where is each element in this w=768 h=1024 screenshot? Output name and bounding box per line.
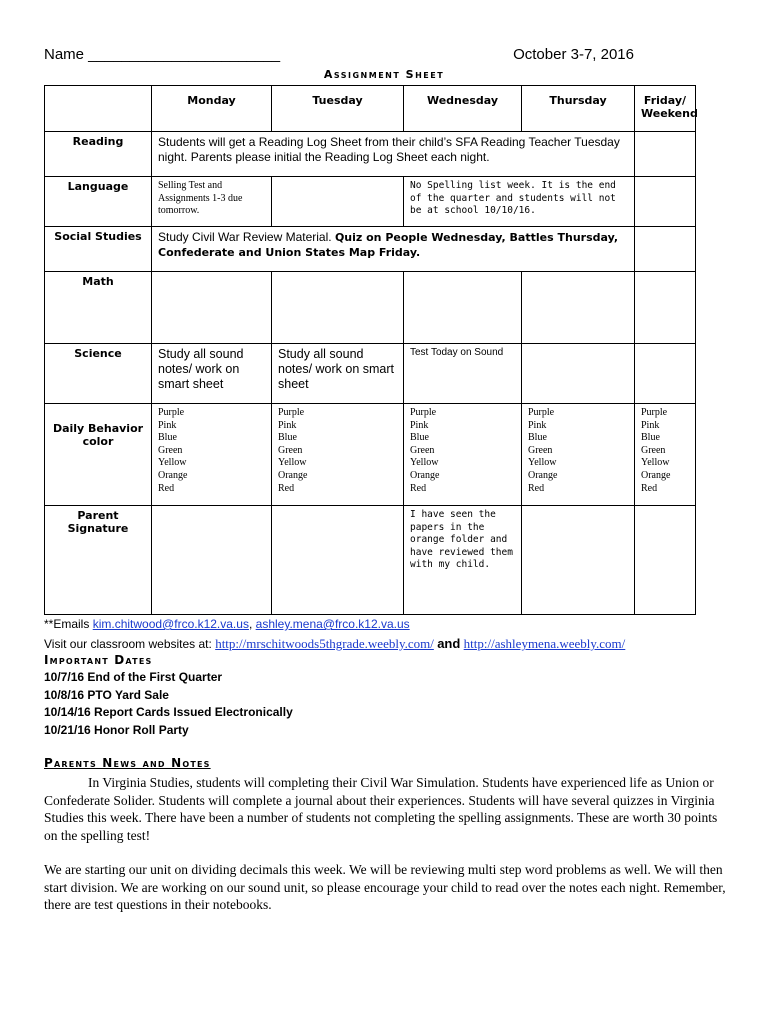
science-thursday bbox=[522, 344, 635, 404]
subject-language: Language bbox=[45, 177, 152, 227]
color-green: Green bbox=[528, 444, 553, 456]
website-link-chitwood[interactable]: http://mrschitwoods5thgrade.weebly.com/ bbox=[215, 636, 434, 651]
math-wednesday bbox=[404, 272, 522, 344]
news-paragraph-civil-war: In Virginia Studies, students will completing their Civil War Simulation. Students have experienced life as Union or Confederate Solider. Students will complete a journal about their experiences. Students will have several quizzes in Virginia Studies this week. There have been a number of students not completing the spelling assignments. These are worth 30 points on the spelling test! bbox=[44, 775, 718, 843]
color-pink: Pink bbox=[278, 419, 297, 431]
behavior-row bbox=[45, 404, 696, 506]
language-friday bbox=[635, 177, 696, 227]
color-orange: Orange bbox=[528, 469, 558, 481]
websites-prefix: Visit our classroom websites at: bbox=[44, 637, 212, 651]
email-link-chitwood[interactable]: kim.chitwood@frco.k12.va.us bbox=[92, 617, 249, 631]
subject-math: Math bbox=[45, 272, 152, 344]
color-red: Red bbox=[158, 482, 175, 494]
color-pink: Pink bbox=[158, 419, 177, 431]
header bbox=[44, 46, 634, 66]
behavior-colors-monday bbox=[152, 404, 272, 506]
color-yellow: Yellow bbox=[410, 457, 439, 469]
subject-signature: Parent Signature bbox=[45, 506, 152, 615]
color-purple: Purple bbox=[528, 407, 555, 418]
day-header-thursday: Thursday bbox=[522, 86, 635, 132]
color-pink: Pink bbox=[641, 419, 660, 431]
social-studies-quizzes: Quiz on People Wednesday, Battles Thursday, Confederate and Union States Map Friday. bbox=[158, 231, 619, 259]
news-body bbox=[44, 774, 734, 914]
important-dates-heading: Important Dates bbox=[44, 653, 153, 667]
day-header-monday: Monday bbox=[152, 86, 272, 132]
signature-tuesday[interactable] bbox=[272, 506, 404, 615]
color-yellow: Yellow bbox=[641, 457, 670, 469]
behavior-colors-friday bbox=[635, 404, 696, 506]
important-dates-list bbox=[44, 669, 293, 739]
subject-behavior: Daily Behavior color bbox=[45, 404, 152, 506]
color-purple: Purple bbox=[410, 407, 437, 418]
behavior-colors-thursday bbox=[522, 404, 635, 506]
signature-wednesday[interactable]: I have seen the papers in the orange folder and have reviewed them with my child. bbox=[404, 506, 522, 615]
color-blue: Blue bbox=[158, 432, 177, 444]
news-paragraph-decimals: We are starting our unit on dividing decimals this week. We will be reviewing multi step word problems as well. We will then start division. We are working on our sound unit, so please encourage your child to read over the notes each night. Remember, there are test questions in their notebooks. bbox=[44, 862, 726, 912]
color-red: Red bbox=[641, 482, 658, 494]
color-green: Green bbox=[158, 444, 183, 456]
color-orange: Orange bbox=[278, 469, 308, 481]
emails-line bbox=[44, 617, 410, 631]
color-orange: Orange bbox=[410, 469, 440, 481]
language-wednesday: No Spelling list week. It is the end of the quarter and students will not be at school 10/10/16. bbox=[404, 177, 635, 227]
social-studies-friday bbox=[635, 227, 696, 272]
signature-row bbox=[45, 506, 696, 615]
website-link-mena[interactable]: http://ashleymena.weebly.com/ bbox=[463, 636, 626, 651]
date-item: 10/8/16 PTO Yard Sale bbox=[44, 687, 169, 702]
email-separator: , bbox=[248, 617, 253, 631]
color-pink: Pink bbox=[528, 419, 547, 431]
social-studies-row bbox=[45, 227, 696, 272]
science-row bbox=[45, 344, 696, 404]
color-blue: Blue bbox=[528, 432, 547, 444]
social-studies-text bbox=[152, 227, 635, 272]
language-monday: Selling Test and Assignments 1-3 due tomorrow. bbox=[152, 177, 272, 227]
social-studies-plain: Study Civil War Review Material. bbox=[158, 230, 335, 244]
science-monday: Study all sound notes/ work on smart sheet bbox=[152, 344, 272, 404]
date-item: 10/7/16 End of the First Quarter bbox=[44, 670, 223, 684]
math-monday bbox=[152, 272, 272, 344]
name-field-label: Name _______________________ bbox=[44, 46, 281, 63]
page-title: Assignment Sheet bbox=[323, 68, 445, 81]
signature-friday[interactable] bbox=[635, 506, 696, 615]
assignment-table bbox=[44, 85, 696, 615]
subject-science: Science bbox=[45, 344, 152, 404]
color-purple: Purple bbox=[278, 407, 305, 418]
science-tuesday: Study all sound notes/ work on smart sheet bbox=[272, 344, 404, 404]
math-row bbox=[45, 272, 696, 344]
color-blue: Blue bbox=[641, 432, 660, 444]
and-text: and bbox=[437, 636, 461, 651]
reading-text: Students will get a Reading Log Sheet from their child’s SFA Reading Teacher Tuesday night. Parents please initial the Reading Log Sheet each night. bbox=[152, 132, 635, 177]
signature-monday[interactable] bbox=[152, 506, 272, 615]
color-pink: Pink bbox=[410, 419, 429, 431]
websites-line bbox=[44, 636, 625, 652]
news-heading: Parents News and Notes bbox=[44, 756, 211, 770]
language-row bbox=[45, 177, 696, 227]
science-wednesday: Test Today on Sound bbox=[404, 344, 522, 404]
math-friday bbox=[635, 272, 696, 344]
color-red: Red bbox=[528, 482, 545, 494]
color-blue: Blue bbox=[410, 432, 429, 444]
color-yellow: Yellow bbox=[278, 457, 307, 469]
color-orange: Orange bbox=[641, 469, 671, 481]
math-thursday bbox=[522, 272, 635, 344]
behavior-colors-tuesday bbox=[272, 404, 404, 506]
email-link-mena[interactable]: ashley.mena@frco.k12.va.us bbox=[255, 617, 410, 631]
color-yellow: Yellow bbox=[158, 457, 187, 469]
color-green: Green bbox=[278, 444, 303, 456]
science-friday bbox=[635, 344, 696, 404]
signature-thursday[interactable] bbox=[522, 506, 635, 615]
week-date: October 3-7, 2016 bbox=[513, 46, 634, 63]
color-purple: Purple bbox=[158, 407, 185, 418]
color-orange: Orange bbox=[158, 469, 188, 481]
color-yellow: Yellow bbox=[528, 457, 557, 469]
date-item: 10/21/16 Honor Roll Party bbox=[44, 722, 189, 737]
day-header-friday: Friday/ Weekend bbox=[635, 86, 696, 132]
reading-row bbox=[45, 132, 696, 177]
day-header-wednesday: Wednesday bbox=[404, 86, 522, 132]
color-blue: Blue bbox=[278, 432, 297, 444]
color-green: Green bbox=[641, 444, 666, 456]
date-item: 10/14/16 Report Cards Issued Electronically bbox=[44, 705, 293, 719]
color-green: Green bbox=[410, 444, 435, 456]
reading-friday bbox=[635, 132, 696, 177]
corner-cell bbox=[45, 86, 152, 132]
day-header-row bbox=[45, 86, 696, 132]
behavior-colors-wednesday bbox=[404, 404, 522, 506]
color-red: Red bbox=[410, 482, 427, 494]
subject-reading: Reading bbox=[45, 132, 152, 177]
color-purple: Purple bbox=[641, 407, 668, 418]
emails-prefix: **Emails bbox=[44, 617, 90, 631]
day-header-tuesday: Tuesday bbox=[272, 86, 404, 132]
color-red: Red bbox=[278, 482, 295, 494]
subject-social-studies: Social Studies bbox=[45, 227, 152, 272]
math-tuesday bbox=[272, 272, 404, 344]
language-tuesday bbox=[272, 177, 404, 227]
